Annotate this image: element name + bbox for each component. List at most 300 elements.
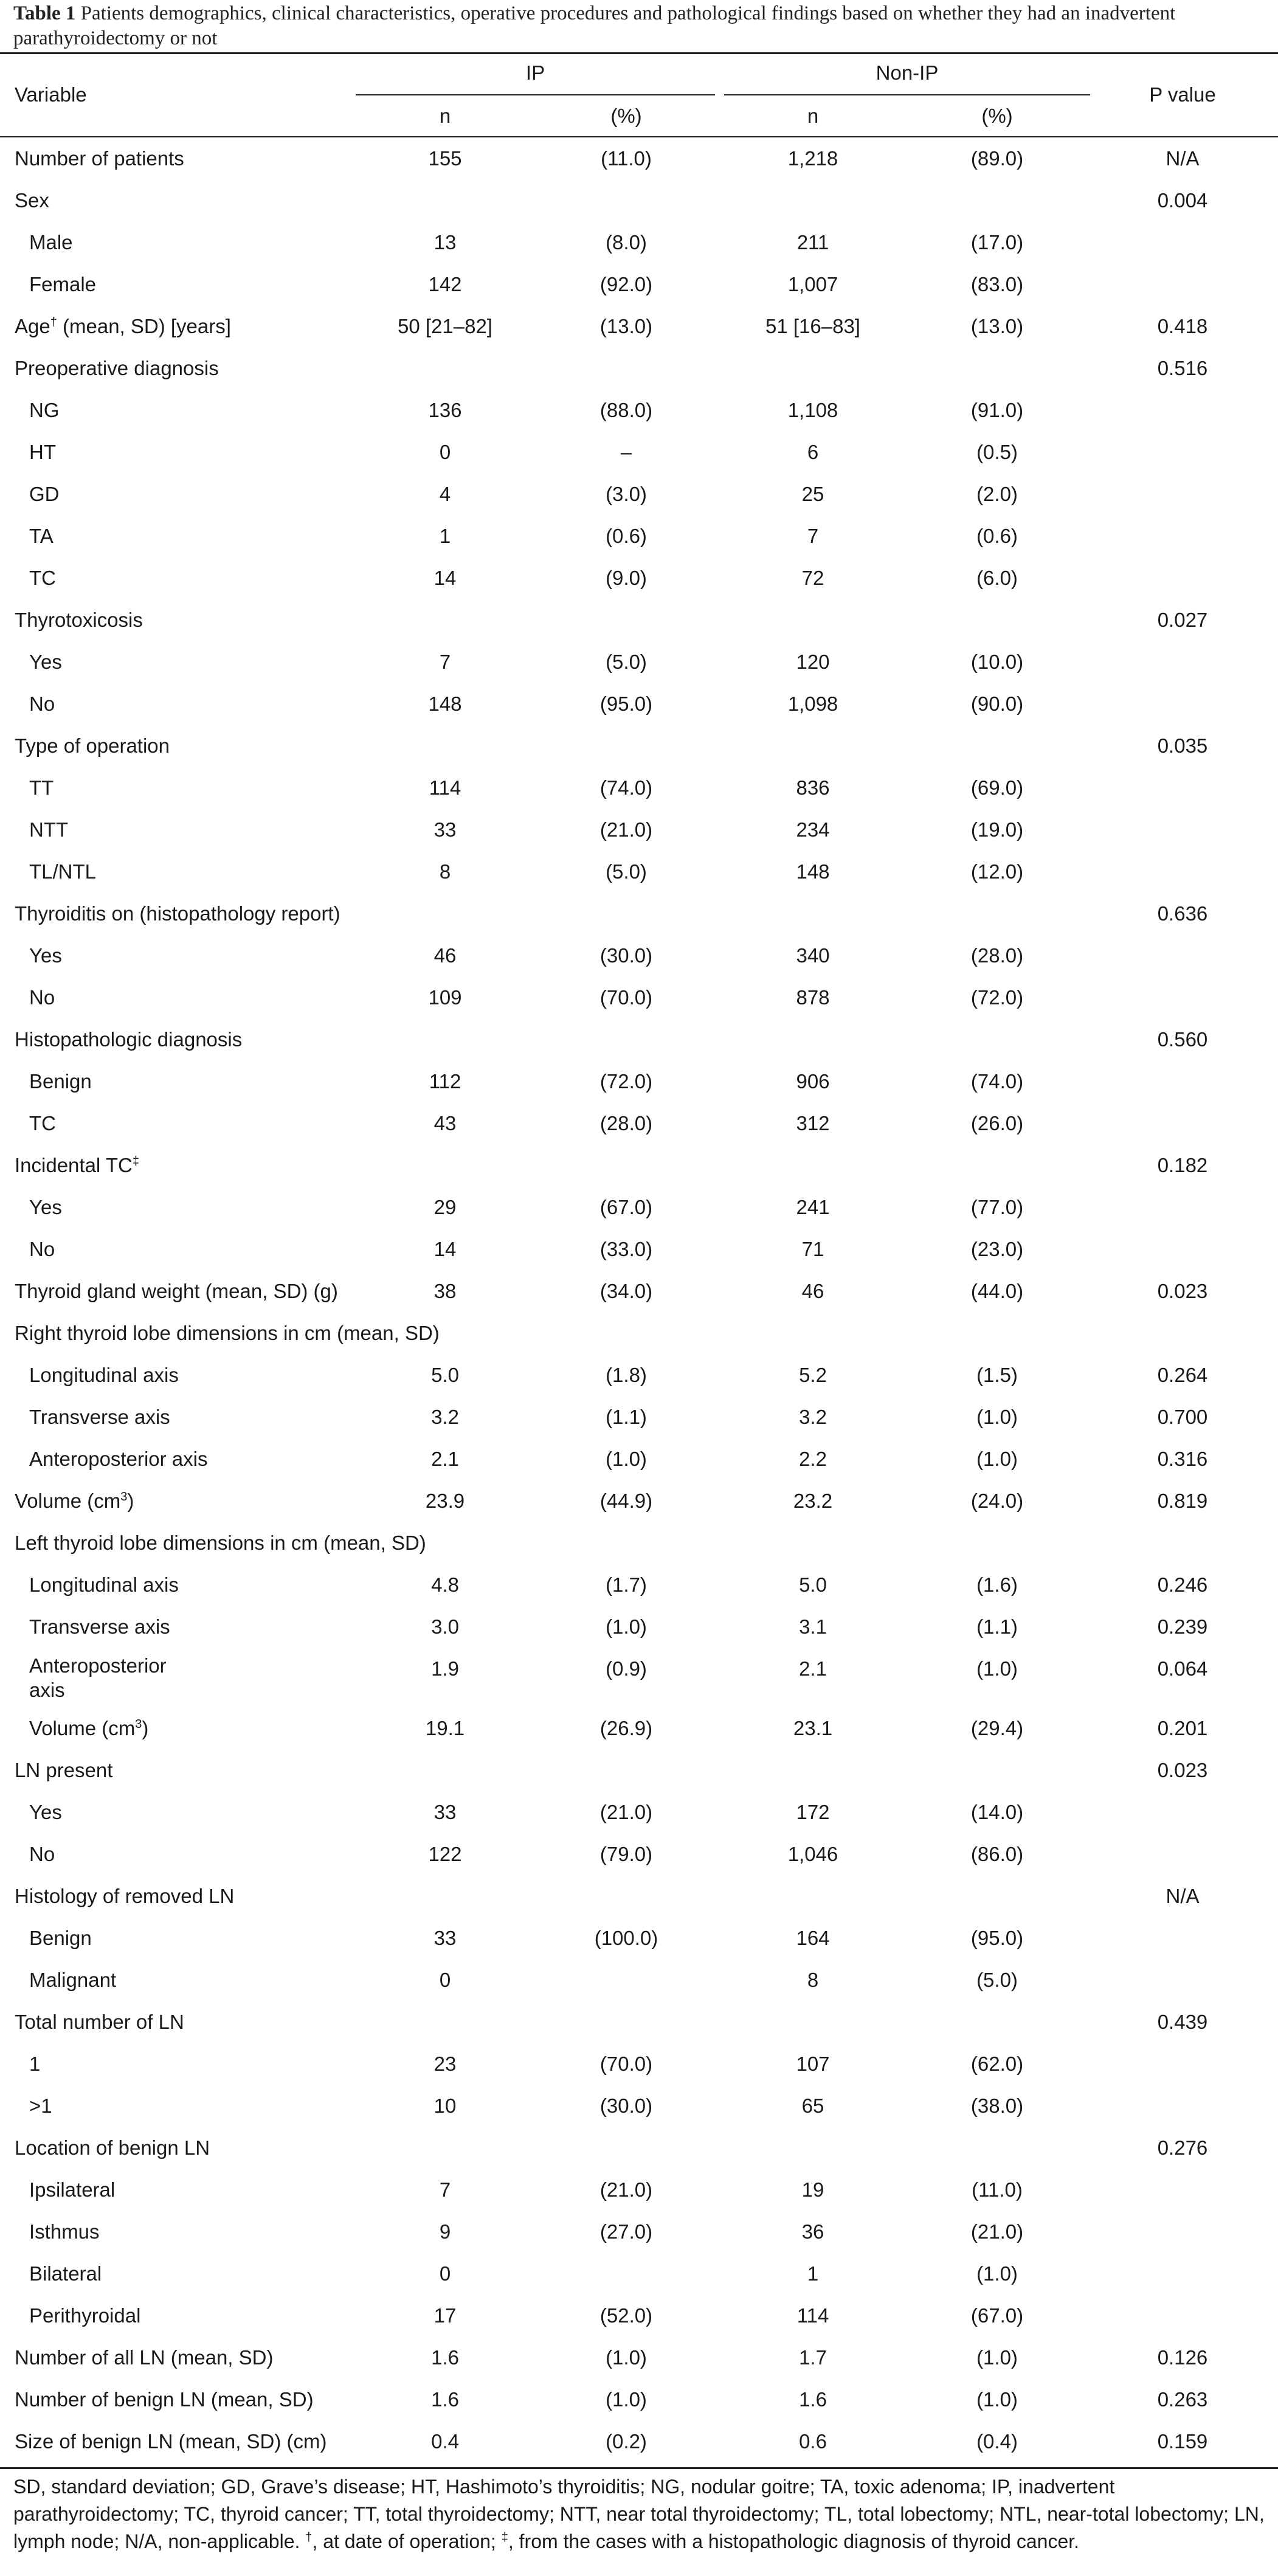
variable-cell: [15, 2336, 273, 2378]
pvalue-cell: 0.560: [1157, 1028, 1208, 1051]
table-row: [0, 2378, 1278, 2420]
table-row: [0, 1354, 1278, 1396]
pvalue-cell: [1094, 1959, 1271, 2001]
nonip-pct-cell: [906, 1875, 1088, 1917]
nonip-n-cell: 172: [796, 1801, 830, 1823]
ip-n-cell: 0: [439, 2262, 451, 2285]
variable-cell: [29, 767, 54, 809]
nonip-n-cell: 23.2: [793, 1490, 833, 1512]
ip-n-cell: 136: [428, 399, 462, 421]
pvalue-cell: [1094, 851, 1271, 893]
nonip-pct-cell: (95.0): [970, 1927, 1024, 1949]
nonip-pct-cell: [906, 1522, 1088, 1564]
table-row: [0, 683, 1278, 725]
table-row: [0, 851, 1278, 893]
ip-n-cell: 0.4: [431, 2430, 459, 2453]
variable-cell: [29, 2253, 102, 2295]
pvalue-cell: [1094, 1917, 1271, 1959]
pvalue-cell: [1094, 1228, 1271, 1270]
nonip-pct-cell: [906, 599, 1088, 641]
variable-label: Yes: [29, 1196, 62, 1218]
ip-pct-cell: [538, 599, 714, 641]
nonip-n-cell: 114: [796, 2304, 829, 2327]
variable-cell: [29, 1396, 170, 1438]
pvalue-cell: 0.027: [1157, 609, 1208, 631]
ip-n-cell: 19.1: [425, 1717, 465, 1739]
pvalue-cell: 0.239: [1157, 1615, 1208, 1638]
ip-pct-cell: [538, 1959, 714, 2001]
footnote-text-3: , from the cases with a histopathologic diagnosis of thyroid cancer.: [508, 2530, 1080, 2552]
nonip-n-cell: 72: [801, 567, 824, 589]
variable-label: No: [29, 1843, 55, 1865]
ip-n-cell: 1: [439, 525, 451, 547]
ip-n-cell: 14: [433, 1238, 457, 1260]
nonip-n-cell: [725, 1018, 901, 1060]
variable-cell: [29, 934, 62, 976]
variable-cell: [15, 2001, 184, 2043]
nonip-pct-cell: (6.0): [976, 567, 1018, 589]
ip-n-cell: [357, 179, 533, 221]
ip-n-cell: 155: [428, 147, 462, 170]
ip-pct-cell: (5.0): [606, 651, 647, 673]
variable-label: Malignant: [29, 1969, 117, 1991]
pvalue-cell: 0.636: [1157, 902, 1208, 925]
variable-label: Number of benign LN (mean, SD): [15, 2388, 314, 2411]
ip-pct-cell: [538, 1144, 714, 1186]
nonip-n-cell: 906: [796, 1070, 830, 1093]
ip-n-cell: 23: [433, 2053, 457, 2075]
nonip-n-cell: 1,046: [787, 1843, 838, 1865]
variable-label: TL/NTL: [29, 860, 97, 883]
variable-cell: [15, 2127, 210, 2169]
variable-cell: [15, 347, 219, 389]
nonip-n-cell: 234: [796, 818, 830, 841]
table-row: [0, 1959, 1278, 2001]
variable-label: Female: [29, 273, 97, 295]
pvalue-cell: [1094, 2085, 1271, 2127]
ip-pct-cell: (27.0): [599, 2220, 653, 2243]
ip-n-cell: 2.1: [431, 1448, 459, 1470]
pvalue-cell: [1094, 2169, 1271, 2211]
table-row: [0, 2211, 1278, 2253]
pvalue-cell: 0.201: [1157, 1717, 1208, 1739]
nonip-pct-cell: (0.5): [976, 441, 1018, 463]
variable-label: Bilateral: [29, 2262, 102, 2285]
ip-n-cell: 114: [429, 776, 461, 799]
variable-label: No: [29, 692, 55, 715]
table-row: [0, 1648, 1278, 1707]
nonip-n-cell: 878: [796, 986, 830, 1009]
variable-cell: [29, 263, 96, 305]
nonip-pct-cell: (44.0): [970, 1280, 1024, 1302]
ip-n-cell: [357, 599, 533, 641]
ip-pct-cell: (3.0): [606, 483, 647, 505]
nonip-pct-cell: (2.0): [976, 483, 1018, 505]
variable-label: Benign: [29, 1927, 92, 1949]
variable-label: Incidental TC: [15, 1154, 133, 1176]
footnote-double-dagger: ‡: [501, 2530, 508, 2544]
variable-label: Yes: [29, 1801, 62, 1823]
ip-pct-cell: (0.9): [606, 1657, 647, 1680]
pvalue-cell: 0.004: [1157, 189, 1208, 212]
variable-cell: [29, 1438, 207, 1480]
pvalue-cell: 0.276: [1157, 2136, 1208, 2159]
ip-n-cell: 142: [428, 273, 462, 295]
ip-pct-cell: (11.0): [601, 147, 652, 170]
nonip-n-cell: [725, 2127, 901, 2169]
ip-n-cell: [357, 893, 533, 934]
table-row: [0, 347, 1278, 389]
pvalue-cell: [1094, 641, 1271, 683]
variable-label-tail: (mean, SD) [years]: [57, 315, 231, 337]
table-row: [0, 473, 1278, 515]
nonip-n-cell: 3.1: [799, 1615, 827, 1638]
variable-label: Volume (cm: [29, 1717, 136, 1739]
table-row: [0, 1186, 1278, 1228]
pvalue-cell: 0.182: [1157, 1154, 1208, 1176]
variable-label: Type of operation: [15, 734, 170, 757]
ip-n-cell: 5.0: [431, 1364, 459, 1386]
pvalue-cell: [1094, 1060, 1271, 1102]
nonip-pct-cell: (1.1): [976, 1615, 1018, 1638]
table-row: [0, 179, 1278, 221]
nonip-pct-cell: [906, 893, 1088, 934]
nonip-n-cell: 241: [796, 1196, 830, 1218]
table-row: [0, 221, 1278, 263]
variable-superscript: ‡: [132, 1155, 139, 1168]
nonip-pct-cell: (77.0): [970, 1196, 1024, 1218]
variable-cell: [29, 1102, 56, 1144]
nonip-pct-cell: (29.4): [970, 1717, 1024, 1739]
variable-cell: [15, 1144, 139, 1186]
variable-label: Perithyroidal: [29, 2304, 141, 2327]
variable-cell: [29, 515, 54, 557]
nonip-pct-cell: [906, 1312, 1088, 1354]
nonip-pct-cell: [906, 725, 1088, 767]
table-row: [0, 1606, 1278, 1648]
variable-cell: [29, 641, 62, 683]
ip-n-cell: 33: [433, 1927, 457, 1949]
nonip-pct-cell: (1.0): [976, 2262, 1018, 2285]
ip-pct-cell: [538, 2001, 714, 2043]
pvalue-cell: [1094, 2253, 1271, 2295]
table-row: [0, 1144, 1278, 1186]
nonip-pct-cell: (0.6): [976, 525, 1018, 547]
variable-cell: [15, 1018, 242, 1060]
nonip-n-cell: 1,007: [787, 273, 838, 295]
pvalue-cell: [1094, 934, 1271, 976]
table-row: [0, 137, 1278, 179]
nonip-n-cell: 107: [796, 2053, 830, 2075]
nonip-n-cell: 1.7: [799, 2346, 827, 2369]
table-row: [0, 1228, 1278, 1270]
nonip-pct-cell: (12.0): [970, 860, 1024, 883]
variable-cell: [29, 976, 55, 1018]
table-row: [0, 1522, 1278, 1564]
variable-label: Thyrotoxicosis: [15, 609, 143, 631]
variable-label: Number of patients: [15, 147, 184, 170]
variable-cell: [29, 1917, 92, 1959]
variable-label: Thyroid gland weight (mean, SD) (g): [15, 1280, 338, 1302]
variable-label: No: [29, 1238, 55, 1260]
pvalue-cell: [1094, 1102, 1271, 1144]
pvalue-cell: [1094, 1312, 1271, 1354]
nonip-pct-cell: (21.0): [970, 2220, 1024, 2243]
nonip-pct-cell: (11.0): [972, 2178, 1023, 2201]
variable-label: Location of benign LN: [15, 2136, 210, 2159]
header-ip-n: n: [439, 105, 451, 127]
pvalue-cell: 0.159: [1157, 2430, 1208, 2453]
nonip-n-cell: [725, 1749, 901, 1791]
ip-pct-cell: [538, 2253, 714, 2295]
ip-n-cell: 38: [433, 1280, 457, 1302]
pvalue-cell: 0.023: [1157, 1280, 1208, 1302]
nonip-n-cell: 25: [801, 483, 824, 505]
ip-pct-cell: (70.0): [599, 2053, 653, 2075]
ip-n-cell: 148: [428, 692, 462, 715]
pvalue-cell: [1094, 221, 1271, 263]
variable-label: TC: [29, 1112, 56, 1134]
nonip-n-cell: [725, 725, 901, 767]
nonip-pct-cell: (17.0): [970, 231, 1024, 254]
variable-cell: [15, 137, 184, 179]
ip-n-cell: 17: [433, 2304, 457, 2327]
nonip-pct-cell: (1.0): [976, 1657, 1018, 1680]
ip-pct-cell: (1.0): [606, 2346, 647, 2369]
variable-label: Volume (cm: [15, 1490, 121, 1512]
variable-label: Longitudinal axis: [29, 1573, 179, 1596]
ip-n-cell: 8: [439, 860, 451, 883]
ip-pct-cell: (44.9): [599, 1490, 653, 1512]
nonip-pct-cell: (19.0): [970, 818, 1024, 841]
variable-cell: [15, 1749, 112, 1791]
variable-label: Yes: [29, 944, 62, 967]
ip-pct-cell: –: [620, 441, 632, 463]
variable-cell: [15, 2420, 327, 2462]
variable-cell: [29, 2211, 100, 2253]
table-row: [0, 1396, 1278, 1438]
pvalue-cell: 0.126: [1157, 2346, 1208, 2369]
table-row: [0, 2001, 1278, 2043]
nonip-pct-cell: (26.0): [970, 1112, 1024, 1134]
variable-label: NG: [29, 399, 60, 421]
variable-cell: [29, 2043, 40, 2085]
ip-n-cell: 1.6: [431, 2346, 459, 2369]
pvalue-cell: 0.418: [1157, 315, 1208, 337]
ip-n-cell: 23.9: [425, 1490, 465, 1512]
ip-pct-cell: (21.0): [599, 818, 653, 841]
pvalue-cell: [1094, 767, 1271, 809]
pvalue-cell: [1094, 263, 1271, 305]
ip-pct-cell: (21.0): [599, 2178, 653, 2201]
ip-n-cell: 29: [433, 1196, 457, 1218]
variable-cell: [29, 431, 56, 473]
variable-cell: [29, 2295, 140, 2336]
pvalue-cell: 0.035: [1157, 734, 1208, 757]
table-row: [0, 2127, 1278, 2169]
nonip-n-cell: 8: [807, 1969, 819, 1991]
nonip-n-cell: 3.2: [799, 1406, 827, 1428]
nonip-pct-cell: (83.0): [970, 273, 1024, 295]
ip-pct-cell: (26.9): [599, 1717, 653, 1739]
variable-cell: [15, 305, 231, 347]
ip-pct-cell: (1.8): [606, 1364, 647, 1386]
variable-cell: [15, 179, 49, 221]
table-row: [0, 599, 1278, 641]
table-row: [0, 1480, 1278, 1522]
variable-cell: [15, 725, 170, 767]
variable-label: Benign: [29, 1070, 92, 1093]
nonip-pct-cell: (23.0): [970, 1238, 1024, 1260]
nonip-pct-cell: (13.0): [970, 315, 1024, 337]
ip-n-cell: 13: [433, 231, 457, 254]
variable-superscript: †: [50, 316, 57, 329]
table-row: [0, 1312, 1278, 1354]
ip-group-rule: [356, 94, 715, 95]
variable-label: Transverse axis: [29, 1615, 170, 1638]
nonip-pct-cell: (1.0): [976, 1406, 1018, 1428]
pvalue-cell: [1094, 431, 1271, 473]
variable-cell: [15, 1875, 234, 1917]
table-row: [0, 1791, 1278, 1833]
pvalue-cell: 0.700: [1157, 1406, 1208, 1428]
table-row: [0, 1833, 1278, 1875]
pvalue-cell: [1094, 473, 1271, 515]
nonip-pct-cell: [906, 2127, 1088, 2169]
ip-n-cell: 33: [433, 818, 457, 841]
variable-label-tail: ): [142, 1717, 149, 1739]
nonip-n-cell: [725, 1144, 901, 1186]
nonip-n-cell: 6: [807, 441, 819, 463]
variable-label: Preoperative diagnosis: [15, 357, 219, 379]
nonip-n-cell: 1,108: [787, 399, 838, 421]
table-row: [0, 725, 1278, 767]
ip-n-cell: [357, 1312, 533, 1354]
nonip-pct-cell: (67.0): [970, 2304, 1024, 2327]
nonip-n-cell: 46: [801, 1280, 824, 1302]
variable-label: TT: [29, 776, 54, 799]
ip-n-cell: [357, 1875, 533, 1917]
bottom-rule: [0, 2467, 1278, 2469]
header-nonip-pct: (%): [981, 105, 1013, 127]
ip-n-cell: 109: [428, 986, 462, 1009]
ip-n-cell: [357, 1749, 533, 1791]
table-row: [0, 1749, 1278, 1791]
ip-n-cell: 7: [439, 2178, 451, 2201]
variable-cell: [15, 1270, 338, 1312]
variable-cell: [29, 809, 68, 851]
ip-n-cell: 46: [433, 944, 457, 967]
pvalue-cell: [1094, 809, 1271, 851]
ip-pct-cell: (33.0): [599, 1238, 653, 1260]
table-row: [0, 263, 1278, 305]
ip-pct-cell: (5.0): [606, 860, 647, 883]
variable-label: Isthmus: [29, 2220, 100, 2243]
pvalue-cell: [1094, 2043, 1271, 2085]
nonip-n-cell: 312: [796, 1112, 830, 1134]
header-ip-pct: (%): [610, 105, 642, 127]
nonip-pct-cell: (74.0): [970, 1070, 1024, 1093]
ip-pct-cell: (0.2): [606, 2430, 647, 2453]
header-nonip-n: n: [807, 105, 819, 127]
variable-cell: [29, 557, 56, 599]
variable-label: Size of benign LN (mean, SD) (cm): [15, 2430, 327, 2453]
nonip-pct-cell: (28.0): [970, 944, 1024, 967]
ip-n-cell: 7: [439, 651, 451, 673]
table-row: [0, 1564, 1278, 1606]
nonip-pct-cell: [906, 1749, 1088, 1791]
nonip-n-cell: 36: [801, 2220, 824, 2243]
ip-n-cell: 4: [439, 483, 451, 505]
ip-n-cell: [357, 1144, 533, 1186]
nonip-n-cell: [725, 893, 901, 934]
ip-pct-cell: (52.0): [599, 2304, 653, 2327]
variable-label: >1: [29, 2094, 52, 2117]
ip-n-cell: 1.6: [431, 2388, 459, 2411]
table-row: [0, 767, 1278, 809]
ip-n-cell: 33: [433, 1801, 457, 1823]
variable-cell: [29, 1833, 55, 1875]
nonip-n-cell: [725, 179, 901, 221]
table-row: [0, 1270, 1278, 1312]
table-row: [0, 1018, 1278, 1060]
nonip-pct-cell: [906, 2001, 1088, 2043]
pvalue-cell: 0.246: [1157, 1573, 1208, 1596]
variable-cell: [29, 1060, 92, 1102]
nonip-pct-cell: (62.0): [970, 2053, 1024, 2075]
ip-n-cell: [357, 2001, 533, 2043]
variable-label: Anteroposterior axis: [29, 1654, 167, 1701]
nonip-n-cell: 2.1: [799, 1657, 827, 1680]
table-row: [0, 641, 1278, 683]
ip-pct-cell: (13.0): [599, 315, 653, 337]
table-caption: [13, 1, 1266, 51]
table-row: [0, 431, 1278, 473]
nonip-n-cell: 1,098: [787, 692, 838, 715]
footnote-dagger: †: [305, 2530, 313, 2544]
variable-label: GD: [29, 483, 60, 505]
nonip-n-cell: [725, 2001, 901, 2043]
table-row: [0, 1875, 1278, 1917]
ip-n-cell: 9: [439, 2220, 451, 2243]
nonip-group-rule: [724, 94, 1090, 95]
ip-pct-cell: (34.0): [599, 1280, 653, 1302]
table-footnote: [13, 2473, 1267, 2555]
table-row: [0, 515, 1278, 557]
ip-pct-cell: [538, 725, 714, 767]
table-row: [0, 2295, 1278, 2336]
ip-n-cell: [357, 725, 533, 767]
nonip-n-cell: 71: [801, 1238, 824, 1260]
nonip-n-cell: 211: [796, 231, 829, 254]
nonip-pct-cell: [906, 179, 1088, 221]
pvalue-cell: 0.263: [1157, 2388, 1208, 2411]
header-group-ip: IP: [525, 61, 545, 84]
ip-pct-cell: (1.0): [606, 1615, 647, 1638]
table-row: [0, 2169, 1278, 2211]
variable-cell: [29, 389, 60, 431]
variable-label: Total number of LN: [15, 2011, 184, 2033]
variable-cell: [29, 1959, 116, 2001]
nonip-pct-cell: (0.4): [976, 2430, 1018, 2453]
nonip-n-cell: 120: [796, 651, 830, 673]
pvalue-cell: 0.819: [1157, 1490, 1208, 1512]
pvalue-cell: [1094, 2295, 1271, 2336]
ip-n-cell: 3.0: [431, 1615, 459, 1638]
nonip-n-cell: 0.6: [799, 2430, 827, 2453]
pvalue-cell: 0.264: [1157, 1364, 1208, 1386]
ip-n-cell: [357, 347, 533, 389]
